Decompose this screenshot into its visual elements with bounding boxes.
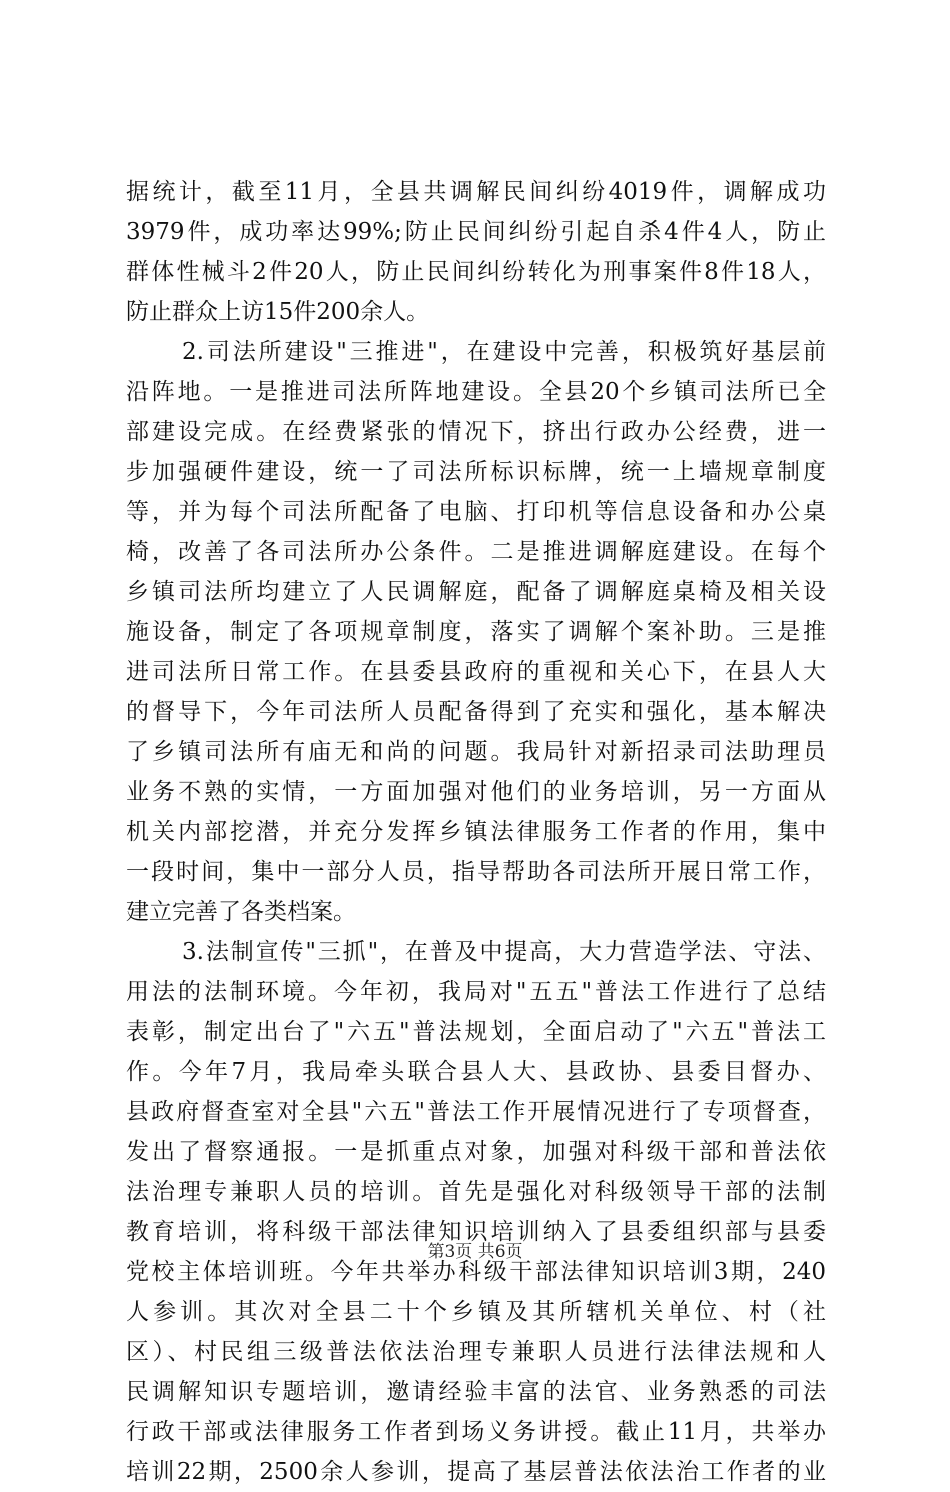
text-line: 乡镇司法所均建立了人民调解庭，配备了调解庭桌椅及相关设 bbox=[126, 579, 826, 605]
paragraph-1 bbox=[126, 172, 826, 332]
text-line: 建立完善了各类档案。 bbox=[126, 899, 356, 925]
text-line: 进司法所日常工作。在县委县政府的重视和关心下，在县人大 bbox=[126, 659, 826, 685]
text-line: 区）、村民组三级普法依法治理专兼职人员进行法律法规和人 bbox=[126, 1339, 826, 1365]
text-line: 的督导下，今年司法所人员配备得到了充实和强化，基本解决 bbox=[126, 699, 826, 725]
text-line: 了乡镇司法所有庙无和尚的问题。我局针对新招录司法助理员 bbox=[126, 739, 826, 765]
text-line: 3.法制宣传"三抓"，在普及中提高，大力营造学法、守法、 bbox=[182, 939, 826, 965]
text-line: 民调解知识专题培训，邀请经验丰富的法官、业务熟悉的司法 bbox=[126, 1379, 826, 1405]
text-line: 行政干部或法律服务工作者到场义务讲授。截止11月，共举办 bbox=[126, 1419, 826, 1445]
page-number-label: 第3页 共6页 bbox=[427, 1242, 523, 1262]
text-line: 步加强硬件建设，统一了司法所标识标牌，统一上墙规章制度 bbox=[126, 459, 826, 485]
text-line: 椅，改善了各司法所办公条件。二是推进调解庭建设。在每个 bbox=[126, 539, 826, 565]
text-line: 县政府督查室对全县"六五"普法工作开展情况进行了专项督查， bbox=[126, 1099, 826, 1125]
text-line: 等，并为每个司法所配备了电脑、打印机等信息设备和办公桌 bbox=[126, 499, 826, 525]
text-line: 沿阵地。一是推进司法所阵地建设。全县20个乡镇司法所已全 bbox=[126, 379, 826, 405]
page-footer bbox=[0, 1240, 950, 1264]
text-line: 群体性械斗2件20人，防止民间纠纷转化为刑事案件8件18人， bbox=[126, 259, 826, 285]
text-line: 发出了督察通报。一是抓重点对象，加强对科级干部和普法依 bbox=[126, 1139, 826, 1165]
text-line: 业务不熟的实情，一方面加强对他们的业务培训，另一方面从 bbox=[126, 779, 826, 805]
text-line: 法治理专兼职人员的培训。首先是强化对科级领导干部的法制 bbox=[126, 1179, 826, 1205]
text-line: 作。今年7月，我局牵头联合县人大、县政协、县委目督办、 bbox=[126, 1059, 826, 1085]
text-line: 据统计，截至11月，全县共调解民间纠纷4019件，调解成功 bbox=[126, 179, 826, 205]
paragraph-3 bbox=[126, 932, 826, 1492]
text-line: 部建设完成。在经费紧张的情况下，挤出行政办公经费，进一 bbox=[126, 419, 826, 445]
text-line: 一段时间，集中一部分人员，指导帮助各司法所开展日常工作， bbox=[126, 859, 826, 885]
text-line: 机关内部挖潜，并充分发挥乡镇法律服务工作者的作用，集中 bbox=[126, 819, 826, 845]
text-line: 3979件，成功率达99%;防止民间纠纷引起自杀4件4人，防止 bbox=[126, 219, 826, 245]
text-line: 防止群众上访15件200余人。 bbox=[126, 299, 430, 325]
body-text bbox=[126, 172, 826, 1492]
text-line: 培训22期，2500余人参训，提高了基层普法依法治工作者的业 bbox=[126, 1459, 826, 1485]
text-line: 用法的法制环境。今年初，我局对"五五"普法工作进行了总结 bbox=[126, 979, 826, 1005]
text-line: 人参训。其次对全县二十个乡镇及其所辖机关单位、村（社 bbox=[126, 1299, 826, 1325]
text-line: 2.司法所建设"三推进"，在建设中完善，积极筑好基层前 bbox=[182, 339, 826, 365]
text-line: 施设备，制定了各项规章制度，落实了调解个案补助。三是推 bbox=[126, 619, 826, 645]
text-line: 党校主体培训班。今年共举办科级干部法律知识培训3期，240 bbox=[126, 1259, 826, 1285]
text-line: 表彰，制定出台了"六五"普法规划，全面启动了"六五"普法工 bbox=[126, 1019, 826, 1045]
text-line: 教育培训，将科级干部法律知识培训纳入了县委组织部与县委 bbox=[126, 1219, 826, 1245]
paragraph-2 bbox=[126, 332, 826, 932]
